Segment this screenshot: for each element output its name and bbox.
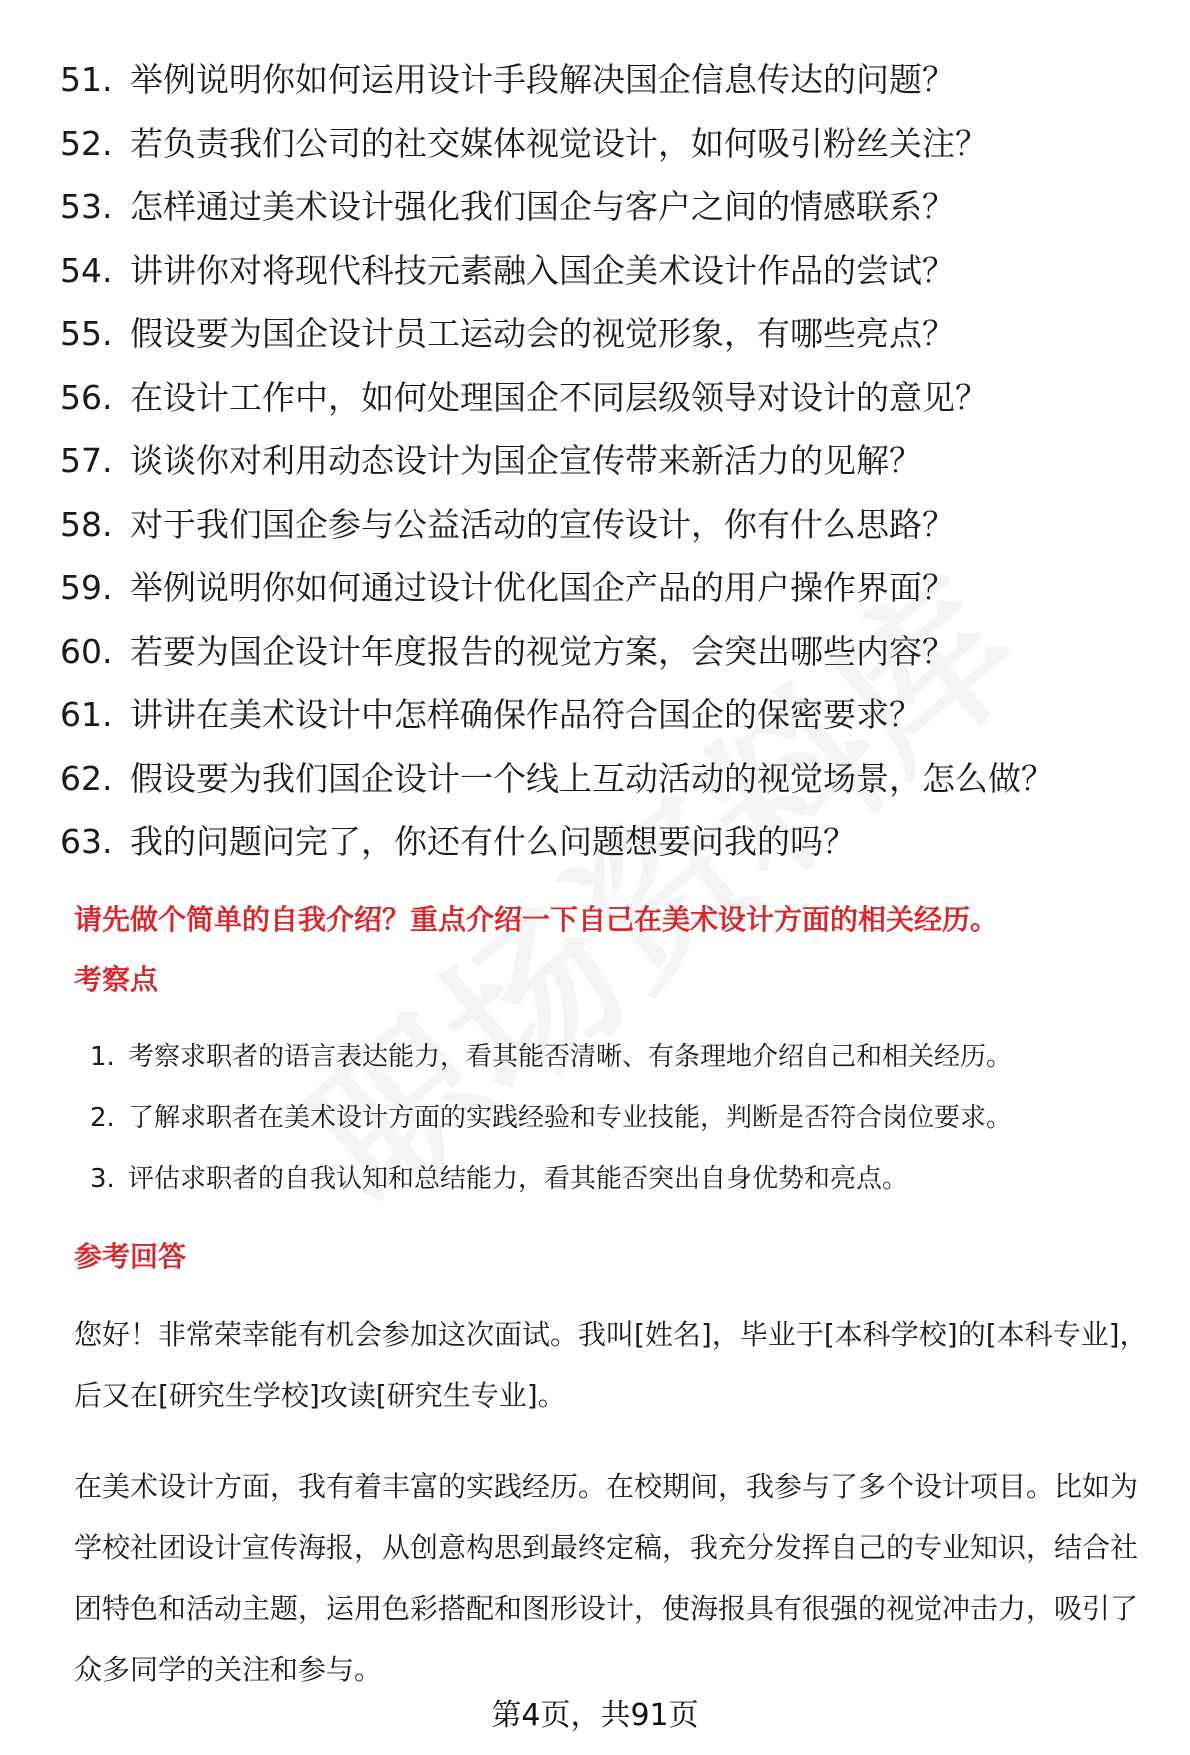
point-text: 了解求职者在美术设计方面的实践经验和专业技能，判断是否符合岗位要求。	[128, 1103, 1013, 1133]
question-item	[60, 810, 1140, 874]
question-number: 58.	[60, 504, 113, 544]
question-text: 若负责我们公司的社交媒体视觉设计，如何吸引粉丝关注？	[130, 123, 988, 163]
question-text: 谈谈你对利用动态设计为国企宣传带来新活力的见解？	[130, 441, 922, 480]
question-text: 怎样通过美术设计强化我们国企与客户之间的情感联系？	[130, 187, 955, 226]
question-number: 61.	[60, 695, 113, 734]
question-list	[60, 48, 1140, 874]
answer-paragraph-1: 您好！非常荣幸能有机会参加这次面试。我叫[姓名]，毕业于[本科学校]的[本科专业]，后又在[研究生学校]攻读[研究生专业]。	[74, 1318, 1148, 1412]
question-text: 对于我们国企参与公益活动的宣传设计，你有什么思路？	[130, 504, 955, 544]
question-item	[60, 239, 1140, 303]
question-number: 51.	[60, 60, 113, 99]
section-title-kaochadian: 考察点	[74, 963, 159, 996]
question-number: 52.	[60, 123, 113, 163]
question-text: 假设要为我们国企设计一个线上互动活动的视觉场景，怎么做？	[130, 758, 1054, 798]
question-item	[60, 112, 1140, 176]
question-number: 55.	[60, 314, 113, 353]
question-number: 56.	[60, 377, 113, 417]
question-text: 在设计工作中，如何处理国企不同层级领导对设计的意见？	[130, 377, 988, 417]
question-text: 举例说明你如何通过设计优化国企产品的用户操作界面？	[130, 568, 955, 607]
question-item	[60, 620, 1140, 684]
point-item	[90, 1149, 1160, 1210]
question-text: 若要为国企设计年度报告的视觉方案，会突出哪些内容？	[130, 631, 955, 671]
question-text: 讲讲你对将现代科技元素融入国企美术设计作品的尝试？	[130, 250, 955, 290]
section-title-answer: 参考回答	[74, 1240, 187, 1273]
question-item	[60, 493, 1140, 557]
question-item	[60, 429, 1140, 493]
question-text: 假设要为国企设计员工运动会的视觉形象，有哪些亮点？	[130, 314, 955, 353]
question-item	[60, 48, 1140, 112]
point-text: 考察求职者的语言表达能力，看其能否清晰、有条理地介绍自己和相关经历。	[128, 1042, 1013, 1072]
question-number: 57.	[60, 441, 113, 480]
question-text: 讲讲在美术设计中怎样确保作品符合国企的保密要求？	[130, 695, 922, 734]
point-number: 3.	[90, 1164, 115, 1194]
point-text: 评估求职者的自我认知和总结能力，看其能否突出自身优势和亮点。	[128, 1164, 909, 1194]
question-item	[60, 747, 1140, 811]
question-item	[60, 175, 1140, 239]
point-number: 1.	[90, 1042, 115, 1072]
points-list	[90, 1027, 1160, 1210]
question-text: 举例说明你如何运用设计手段解决国企信息传达的问题？	[130, 60, 955, 99]
question-number: 59.	[60, 568, 113, 607]
question-number: 62.	[60, 758, 113, 798]
point-number: 2.	[90, 1103, 115, 1133]
highlight-question: 请先做个简单的自我介绍？重点介绍一下自己在美术设计方面的相关经历。	[74, 903, 999, 936]
question-item	[60, 302, 1140, 366]
question-number: 63.	[60, 822, 113, 861]
question-item	[60, 556, 1140, 620]
question-number: 54.	[60, 250, 113, 290]
answer-paragraph-2: 在美术设计方面，我有着丰富的实践经历。在校期间，我参与了多个设计项目。比如为学校社团设计宣传海报，从创意构思到最终定稿，我充分发挥自己的专业知识，结合社团特色和活动主题，运用色彩搭配和图形设计，使海报具有很强的视觉冲击力，吸引了众多同学的关注和参与。	[74, 1470, 1139, 1686]
question-item	[60, 683, 1140, 747]
point-item	[90, 1027, 1160, 1088]
point-item	[90, 1088, 1160, 1149]
question-number: 53.	[60, 187, 113, 226]
question-item	[60, 366, 1140, 430]
question-number: 60.	[60, 631, 113, 671]
page-footer: 第4页，共91页	[491, 1698, 699, 1733]
question-text: 我的问题问完了，你还有什么问题想要问我的吗？	[130, 822, 856, 861]
